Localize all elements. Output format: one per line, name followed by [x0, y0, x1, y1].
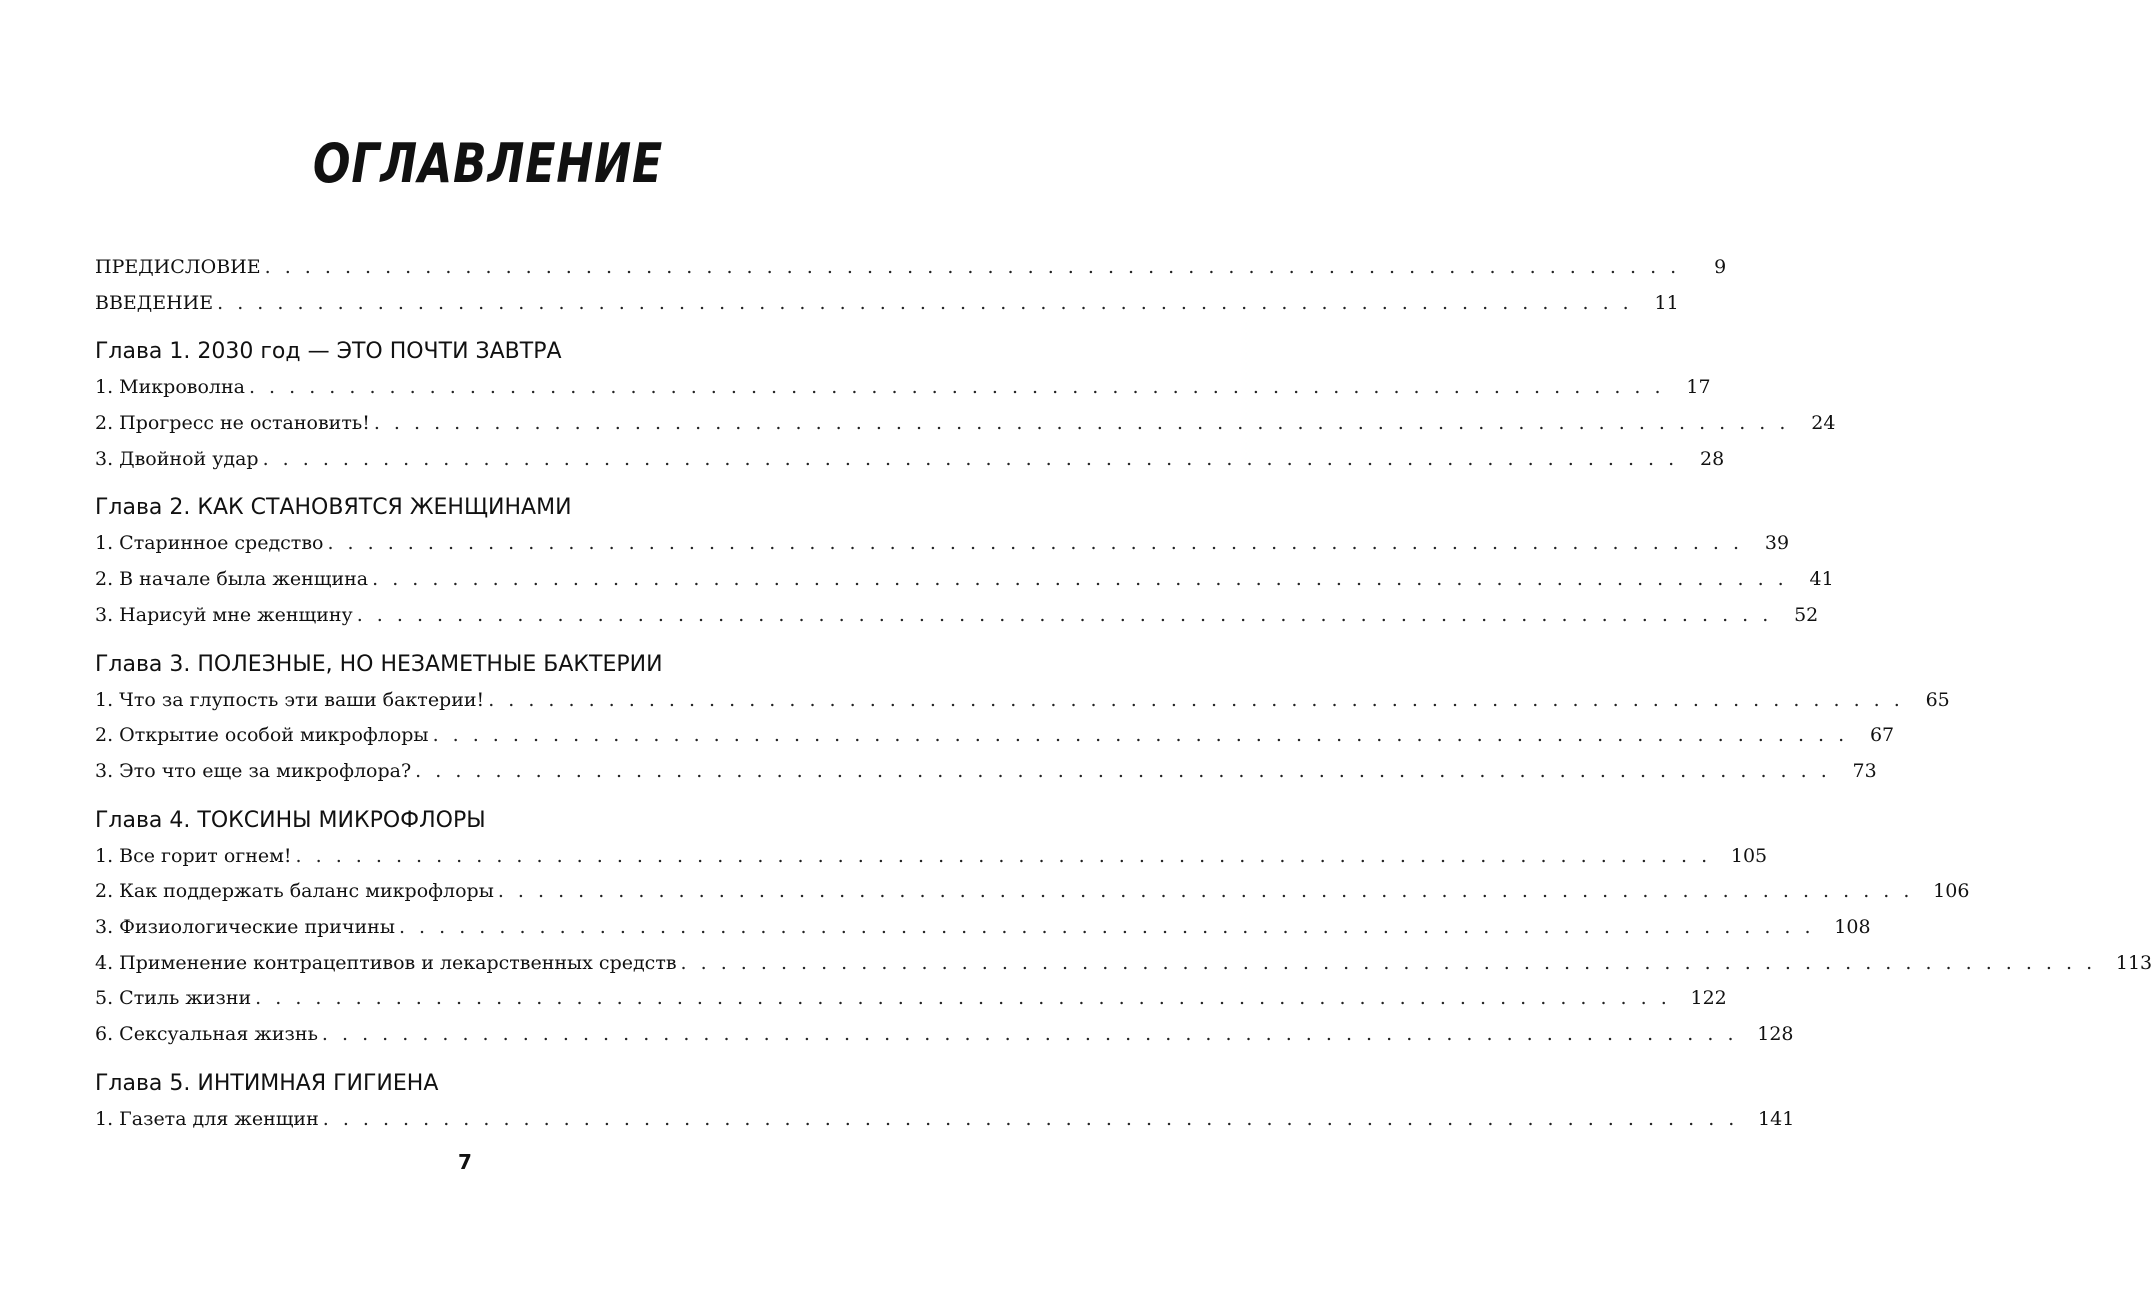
toc-entry[interactable] [95, 946, 2152, 982]
toc-entry-page: 24 [1811, 412, 1836, 435]
table-of-contents [95, 250, 2152, 1137]
toc-entry[interactable] [95, 874, 1970, 910]
dot-leader: . . . . . . . . . . . . . . . . . . . . . . . . . . . . . . . . . . . . . . . . . . . . . . . . . . . . . . . . . . . . . . . . . . . . . . . [373, 412, 1790, 435]
toc-entry-title: 2. Прогресс не остановить! [95, 412, 370, 435]
toc-entry-page: 28 [1699, 447, 1725, 470]
dot-leader: . . . . . . . . . . . . . . . . . . . . . . . . . . . . . . . . . . . . . . . . . . . . . . . . . . . . . . . . . . . . . . . . . . . . . . . [262, 447, 1679, 470]
dot-leader: . . . . . . . . . . . . . . . . . . . . . . . . . . . . . . . . . . . . . . . . . . . . . . . . . . . . . . . . . . . . . . . . . . . . . . . [321, 1023, 1738, 1045]
toc-entry[interactable] [95, 910, 1871, 946]
dot-leader: . . . . . . . . . . . . . . . . . . . . . . . . . . . . . . . . . . . . . . . . . . . . . . . . . . . . . . . . . . . . . . . . . . . . . . . [217, 291, 1633, 314]
chapter-heading[interactable]: Глава 3. ПОЛЕЗНЫЕ, НО НЕЗАМЕТНЫЕ БАКТЕРИИ [95, 651, 663, 677]
dot-leader: . . . . . . . . . . . . . . . . . . . . . . . . . . . . . . . . . . . . . . . . . . . . . . . . . . . . . . . . . . . . . . . . . . . . . . . [398, 915, 1815, 938]
toc-entry-page: 141 [1758, 1107, 1795, 1130]
toc-entry[interactable] [95, 718, 1895, 754]
chapter-heading[interactable]: Глава 4. ТОКСИНЫ МИКРОФЛОРЫ [95, 807, 486, 833]
toc-entry-title: 2. Открытие особой микрофлоры [95, 724, 429, 747]
toc-entry-title: 1. Микроволна [95, 376, 245, 399]
dot-leader: . . . . . . . . . . . . . . . . . . . . . . . . . . . . . . . . . . . . . . . . . . . . . . . . . . . . . . . . . . . . . . . . . . . . . . . [255, 987, 1671, 1010]
toc-entry-page: 122 [1690, 987, 1727, 1010]
dot-leader: . . . . . . . . . . . . . . . . . . . . . . . . . . . . . . . . . . . . . . . . . . . . . . . . . . . . . . . . . . . . . . . . . . . . . . . [432, 724, 1849, 747]
toc-entry[interactable] [95, 754, 1877, 790]
toc-entry-title: ВВЕДЕНИЕ [95, 291, 214, 314]
toc-entry-page: 9 [1714, 256, 1727, 278]
dot-leader: . . . . . . . . . . . . . . . . . . . . . . . . . . . . . . . . . . . . . . . . . . . . . . . . . . . . . . . . . . . . . . . . . . . . . . . [248, 376, 1665, 399]
toc-entry[interactable] [95, 1017, 1794, 1053]
toc-entry[interactable] [95, 683, 1950, 719]
toc-entry-title: 3. Двойной удар [95, 447, 259, 470]
toc-entry-title: 3. Это что еще за микрофлора? [95, 759, 412, 782]
toc-entry[interactable] [95, 406, 1836, 442]
toc-entry-title: 1. Все горит огнем! [95, 844, 292, 867]
chapter-heading[interactable]: Глава 1. 2030 год — ЭТО ПОЧТИ ЗАВТРА [95, 339, 562, 365]
page-number: 7 [458, 1150, 472, 1174]
toc-entry-title: 4. Применение контрацептивов и лекарственных средств [95, 951, 677, 974]
chapter-heading[interactable]: Глава 2. КАК СТАНОВЯТСЯ ЖЕНЩИНАМИ [95, 495, 572, 521]
dot-leader: . . . . . . . . . . . . . . . . . . . . . . . . . . . . . . . . . . . . . . . . . . . . . . . . . . . . . . . . . . . . . . . . . . . . . . . [680, 951, 2097, 974]
toc-entry-title: 3. Физиологические причины [95, 915, 395, 938]
toc-entry-title: 5. Стиль жизни [95, 987, 252, 1010]
page-title: ОГЛАВЛЕНИЕ [312, 132, 664, 195]
toc-entry[interactable] [95, 442, 1725, 478]
dot-leader: . . . . . . . . . . . . . . . . . . . . . . . . . . . . . . . . . . . . . . . . . . . . . . . . . . . . . . . . . . . . . . . . . . . . . . . [415, 759, 1831, 782]
toc-entry-page: 65 [1925, 688, 1950, 711]
dot-leader: . . . . . . . . . . . . . . . . . . . . . . . . . . . . . . . . . . . . . . . . . . . . . . . . . . . . . . . . . . . . . . . . . . . . . . . [356, 603, 1773, 626]
toc-entry-title: 2. Как поддержать баланс микрофлоры [95, 880, 494, 903]
toc-entry-preface[interactable] [95, 250, 1727, 286]
dot-leader: . . . . . . . . . . . . . . . . . . . . . . . . . . . . . . . . . . . . . . . . . . . . . . . . . . . . . . . . . . . . . . . . . . . . . . . [327, 532, 1744, 555]
dot-leader: . . . . . . . . . . . . . . . . . . . . . . . . . . . . . . . . . . . . . . . . . . . . . . . . . . . . . . . . . . . . . . . . . . . . . . . [372, 568, 1788, 591]
toc-entry-page: 41 [1809, 568, 1834, 591]
toc-entry[interactable] [95, 598, 1819, 634]
chapter-heading[interactable]: Глава 5. ИНТИМНАЯ ГИГИЕНА [95, 1070, 439, 1096]
dot-leader: . . . . . . . . . . . . . . . . . . . . . . . . . . . . . . . . . . . . . . . . . . . . . . . . . . . . . . . . . . . . . . . . . . . . . . . [488, 688, 1904, 711]
toc-entry[interactable] [95, 981, 1727, 1017]
toc-entry-page: 52 [1794, 603, 1819, 626]
dot-leader: . . . . . . . . . . . . . . . . . . . . . . . . . . . . . . . . . . . . . . . . . . . . . . . . . . . . . . . . . . . . . . . . . . . . . . . [295, 844, 1712, 867]
toc-entry-page: 105 [1730, 844, 1768, 867]
toc-entry-page: 17 [1686, 376, 1711, 399]
toc-entry-page: 39 [1764, 532, 1790, 555]
toc-entry-title: 1. Что за глупость эти ваши бактерии! [95, 688, 485, 711]
dot-leader: . . . . . . . . . . . . . . . . . . . . . . . . . . . . . . . . . . . . . . . . . . . . . . . . . . . . . . . . . . . . . . . . . . . . . . . [322, 1107, 1739, 1130]
toc-entry-title: 6. Сексуальная жизнь [95, 1023, 318, 1045]
toc-entry-introduction[interactable] [95, 286, 1679, 322]
toc-entry[interactable] [95, 1102, 1795, 1138]
toc-entry-title: 3. Нарисуй мне женщину [95, 603, 353, 626]
toc-entry-page: 73 [1852, 759, 1877, 782]
toc-entry-title: 1. Старинное средство [95, 532, 324, 555]
toc-entry-title: 2. В начале была женщина [95, 568, 369, 591]
toc-entry-page: 128 [1757, 1023, 1794, 1045]
toc-entry-title: ПРЕДИСЛОВИЕ [95, 256, 261, 278]
toc-entry-page: 67 [1869, 724, 1895, 747]
toc-entry-page: 108 [1834, 915, 1871, 938]
toc-entry[interactable] [95, 839, 1768, 875]
toc-entry[interactable] [95, 370, 1711, 406]
toc-entry-page: 11 [1654, 291, 1679, 314]
toc-entry[interactable] [95, 562, 1834, 598]
toc-entry[interactable] [95, 526, 1790, 562]
toc-entry-title: 1. Газета для женщин [95, 1107, 319, 1130]
dot-leader: . . . . . . . . . . . . . . . . . . . . . . . . . . . . . . . . . . . . . . . . . . . . . . . . . . . . . . . . . . . . . . . . . . . . . . . [264, 256, 1681, 278]
toc-entry-page: 113 [2115, 951, 2152, 974]
dot-leader: . . . . . . . . . . . . . . . . . . . . . . . . . . . . . . . . . . . . . . . . . . . . . . . . . . . . . . . . . . . . . . . . . . . . . . . [497, 880, 1914, 903]
toc-entry-page: 106 [1933, 880, 1970, 903]
